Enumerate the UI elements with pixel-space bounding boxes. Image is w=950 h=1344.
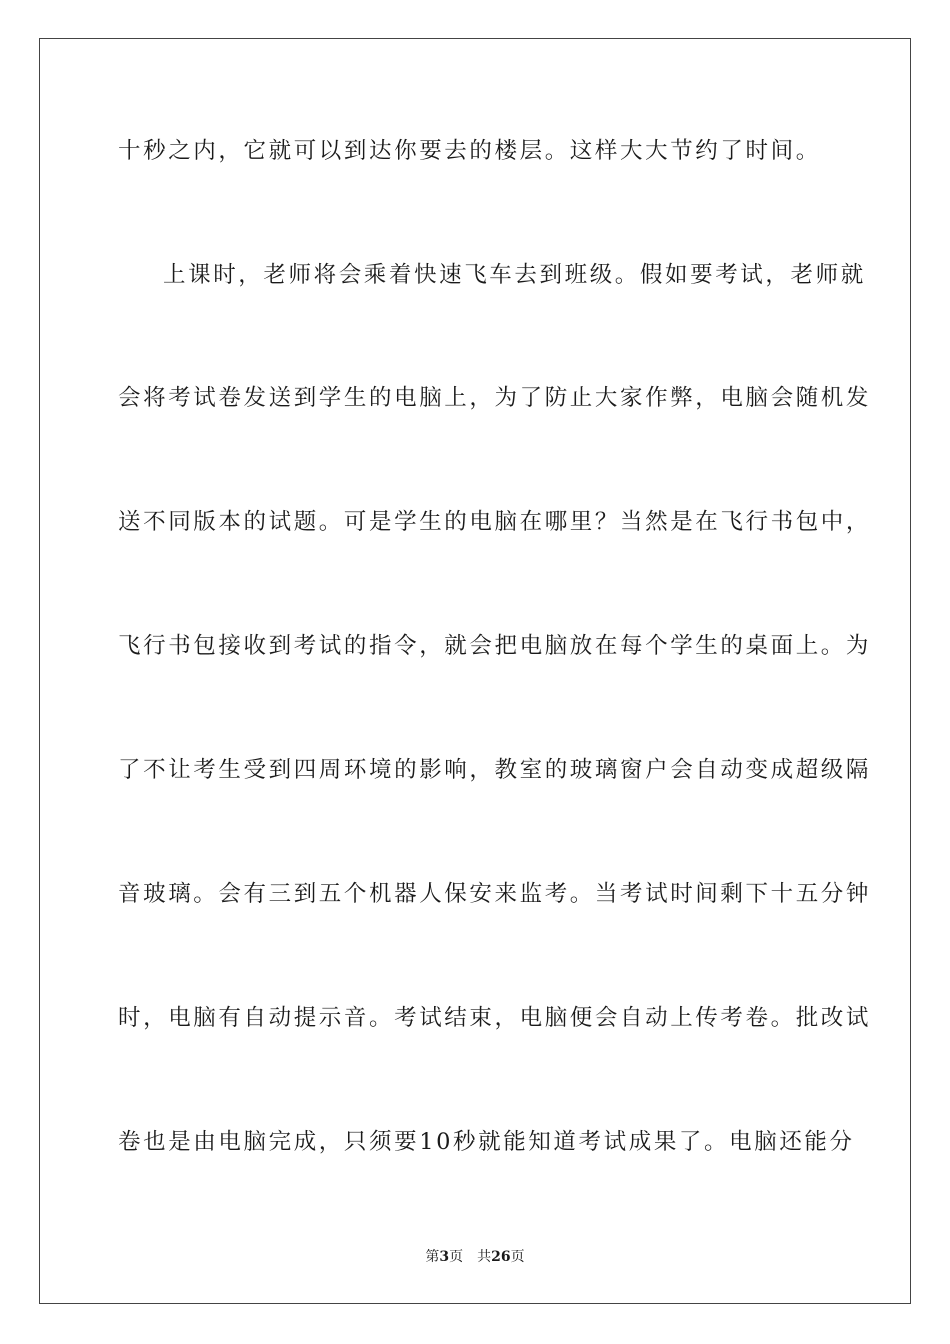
total-suffix: 页 <box>510 1249 525 1265</box>
total-prefix: 共 <box>477 1249 492 1265</box>
page-border <box>39 38 911 1304</box>
body-text-line-9: 卷也是由电脑完成，只须要10秒就能知道考试成果了。电脑还能分 <box>118 1129 855 1155</box>
body-text-line-5: 飞行书包接收到考试的指令，就会把电脑放在每个学生的桌面上。为 <box>118 633 872 659</box>
body-text-line-2: 上课时，老师将会乘着快速飞车去到班级。假如要考试，老师就 <box>163 262 866 288</box>
page-suffix: 页 <box>449 1249 464 1265</box>
page-footer <box>0 1248 950 1266</box>
body-text-line-6: 了不让考生受到四周环境的影响，教室的玻璃窗户会自动变成超级隔 <box>118 757 872 783</box>
body-text-line-7: 音玻璃。会有三到五个机器人保安来监考。当考试时间剩下十五分钟 <box>118 881 872 907</box>
body-text-line-4: 送不同版本的试题。可是学生的电脑在哪里？当然是在飞行书包中， <box>118 509 872 535</box>
body-text-line-1: 十秒之内，它就可以到达你要去的楼层。这样大大节约了时间。 <box>118 138 821 164</box>
body-text-line-8: 时，电脑有自动提示音。考试结束，电脑便会自动上传考卷。批改试 <box>118 1005 872 1031</box>
page-number: 3 <box>439 1249 450 1265</box>
body-text-line-3: 会将考试卷发送到学生的电脑上，为了防止大家作弊，电脑会随机发 <box>118 385 872 411</box>
page-prefix: 第 <box>425 1249 440 1265</box>
total-pages: 26 <box>491 1249 511 1265</box>
